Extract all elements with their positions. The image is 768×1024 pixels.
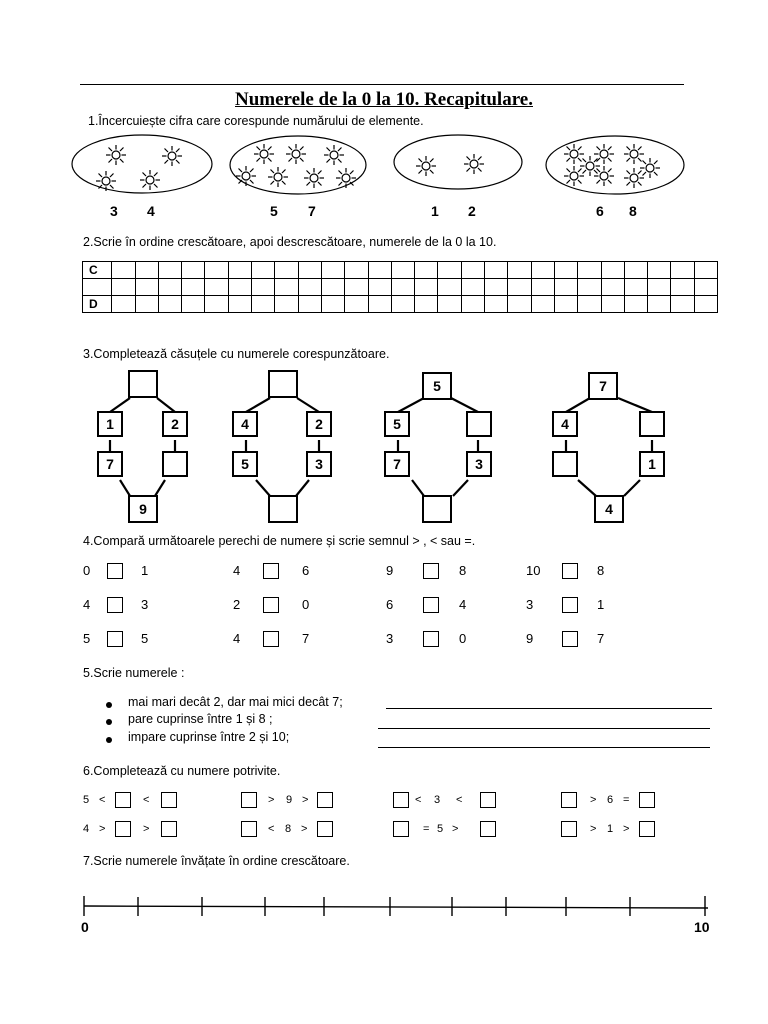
grid-cell[interactable] [275,296,298,313]
grid-cell[interactable] [648,296,671,313]
compare-left-number: 3 [386,631,394,646]
compare-right-number: 3 [141,597,149,612]
figure-3-mid-left-box[interactable]: 5 [384,411,410,437]
compare-sign-box[interactable] [107,563,123,579]
compare-sign-box[interactable] [423,597,439,613]
figure-2-low-right-box[interactable]: 3 [306,451,332,477]
sun-group-2 [230,136,366,194]
grid-cell[interactable] [671,296,694,313]
ex1-option[interactable]: 4 [147,203,155,219]
compare-sign-box[interactable] [423,563,439,579]
grid-cell[interactable] [112,262,135,279]
ex6-answer-box[interactable] [480,821,496,837]
figure-2-top-box[interactable] [268,370,298,398]
grid-cell[interactable] [694,296,717,313]
compare-left-number: 6 [386,597,394,612]
ex6-number: 4 [83,823,90,835]
figure-1-top-box[interactable] [128,370,158,398]
grid-cell[interactable] [531,296,554,313]
ex6-sign: < [99,794,106,806]
page-title: Numerele de la 0 la 10. Recapitulare. [235,89,533,110]
grid-cell[interactable] [391,296,414,313]
ex6-answer-box[interactable] [161,792,177,808]
compare-right-number: 6 [302,563,310,578]
number-line-start: 0 [81,919,89,935]
ex6-answer-box[interactable] [115,792,131,808]
sun-icon [286,144,306,164]
ex6-answer-box[interactable] [161,821,177,837]
sun-icon [564,144,584,164]
grid-cell[interactable] [508,262,531,279]
figure-2-bottom-box[interactable] [268,495,298,523]
sun-icon [236,166,256,186]
grid-cell[interactable] [578,296,601,313]
compare-left-number: 4 [233,563,241,578]
ex6-sign: < [143,794,150,806]
grid-cell[interactable] [601,262,624,279]
grid-cell[interactable] [298,279,321,296]
compare-sign-box[interactable] [263,597,279,613]
grid-cell[interactable] [438,279,461,296]
ex2-instruction: 2.Scrie în ordine crescătoare, apoi descrescătoare, numerele de la 0 la 10. [83,235,497,249]
figure-2-low-left-box[interactable]: 5 [232,451,258,477]
ex6-answer-box[interactable] [317,792,333,808]
grid-cell[interactable] [601,296,624,313]
sun-icon [336,168,356,188]
grid-cell[interactable] [415,296,438,313]
figure-3-low-left-box[interactable]: 7 [384,451,410,477]
grid-cell[interactable] [671,262,694,279]
sun-icon [140,170,160,190]
compare-right-number: 7 [302,631,310,646]
ex5-instruction: 5.Scrie numerele : [83,666,185,680]
grid-cell[interactable] [112,296,135,313]
ex6-number: 5 [83,794,90,806]
ex6-sign: > [99,823,106,835]
grid-cell[interactable] [368,296,391,313]
figure-4-low-left-box[interactable] [552,451,578,477]
ex6-sign: = [623,794,630,806]
compare-right-number: 4 [459,597,467,612]
ex6-answer-box[interactable] [480,792,496,808]
grid-cell[interactable] [135,296,158,313]
figure-4-mid-left-box[interactable]: 4 [552,411,578,437]
sun-group-4 [546,136,684,194]
ex6-sign: > [301,823,308,835]
ex6-number: 9 [286,794,293,806]
grid-cell[interactable] [321,279,344,296]
grid-cell[interactable] [671,279,694,296]
grid-cell[interactable] [182,279,205,296]
compare-right-number: 0 [459,631,467,646]
grid-cell[interactable] [182,296,205,313]
grid-cell[interactable] [531,262,554,279]
ex5-answer-line[interactable] [378,728,710,729]
sun-icon [580,156,600,176]
ex6-number: 8 [285,823,292,835]
grid-cell[interactable] [438,296,461,313]
grid-cell[interactable] [298,296,321,313]
sun-icon [268,167,288,187]
sun-icon [254,144,274,164]
sun-icon [304,168,324,188]
grid-cell[interactable] [228,262,251,279]
figure-1-low-right-box[interactable] [162,451,188,477]
ex6-sign: > [302,794,309,806]
grid-cell[interactable] [252,262,275,279]
grid-cell[interactable] [205,296,228,313]
compare-sign-box[interactable] [562,563,578,579]
grid-cell[interactable] [252,296,275,313]
ex1-option[interactable]: 6 [596,203,604,219]
ex5-answer-line[interactable] [386,708,712,709]
row-label-d: D [83,296,112,313]
grid-cell[interactable] [83,279,112,296]
grid-cell[interactable] [461,279,484,296]
compare-sign-box[interactable] [107,631,123,647]
grid-cell[interactable] [648,262,671,279]
grid-cell[interactable] [112,279,135,296]
sun-icon [106,145,126,165]
compare-left-number: 5 [83,631,91,646]
ex6-sign: < [456,794,463,806]
figure-3-top-box[interactable]: 5 [422,372,452,400]
ex5-item: impare cuprinse între 2 și 10; [128,730,290,744]
grid-cell[interactable] [485,279,508,296]
ex6-sign: > [590,794,597,806]
ex6-number: 1 [607,823,614,835]
grid-cell[interactable] [508,279,531,296]
grid-cell[interactable] [368,279,391,296]
grid-cell[interactable] [624,296,647,313]
compare-left-number: 2 [233,597,241,612]
ex6-number: 6 [607,794,614,806]
bullet-icon [106,702,112,708]
grid-cell[interactable] [531,279,554,296]
grid-cell[interactable] [648,279,671,296]
grid-cell[interactable] [694,262,717,279]
sun-group-3 [394,135,522,189]
grid-cell[interactable] [554,262,577,279]
grid-cell[interactable] [345,279,368,296]
compare-sign-box[interactable] [562,597,578,613]
grid-cell[interactable] [228,279,251,296]
grid-cell[interactable] [694,279,717,296]
grid-cell[interactable] [508,296,531,313]
number-line [0,890,768,930]
ex6-sign: > [452,823,459,835]
ex6-answer-box[interactable] [241,792,257,808]
ex6-sign: > [590,823,597,835]
grid-cell[interactable] [461,296,484,313]
ex7-instruction: 7.Scrie numerele învățate în ordine crescătoare. [83,854,350,868]
figure-4-mid-right-box[interactable] [639,411,665,437]
figure-4-low-right-box[interactable]: 1 [639,451,665,477]
grid-cell[interactable] [135,279,158,296]
row-label-c: C [83,262,112,279]
grid-cell[interactable] [391,262,414,279]
ex6-answer-box[interactable] [393,792,409,808]
grid-cell[interactable] [485,296,508,313]
compare-left-number: 9 [526,631,534,646]
figure-4-top-box[interactable]: 7 [588,372,618,400]
grid-cell[interactable] [158,279,181,296]
grid-cell[interactable] [415,262,438,279]
compare-left-number: 9 [386,563,394,578]
figure-2-mid-left-box[interactable]: 4 [232,411,258,437]
compare-sign-box[interactable] [263,563,279,579]
ex6-sign: > [268,794,275,806]
number-grid [82,261,718,313]
compare-left-number: 0 [83,563,91,578]
ex6-sign: > [623,823,630,835]
grid-cell[interactable] [438,262,461,279]
sun-icon [624,168,644,188]
ex6-answer-box[interactable] [393,821,409,837]
ex1-sun-groups [0,130,768,200]
bullet-icon [106,737,112,743]
grid-cell[interactable] [205,262,228,279]
ex1-option[interactable]: 8 [629,203,637,219]
ex5-item: pare cuprinse între 1 și 8 ; [128,712,273,726]
sun-icon [162,146,182,166]
sun-icon [594,166,614,186]
grid-cell[interactable] [624,262,647,279]
ex5-answer-line[interactable] [378,747,710,748]
compare-left-number: 3 [526,597,534,612]
ex6-answer-box[interactable] [115,821,131,837]
figure-1-low-left-box[interactable]: 7 [97,451,123,477]
grid-cell[interactable] [321,262,344,279]
ex1-option[interactable]: 3 [110,203,118,219]
grid-cell[interactable] [345,262,368,279]
grid-cell[interactable] [601,279,624,296]
grid-cell[interactable] [182,262,205,279]
figure-4-bottom-box[interactable]: 4 [594,495,624,523]
compare-right-number: 1 [597,597,605,612]
ex6-sign: = [423,823,430,835]
compare-sign-box[interactable] [423,631,439,647]
grid-cell[interactable] [158,296,181,313]
grid-cell[interactable] [205,279,228,296]
sun-icon [564,166,584,186]
grid-cell[interactable] [275,262,298,279]
sun-icon [464,154,484,174]
sun-icon [416,156,436,176]
compare-right-number: 5 [141,631,149,646]
grid-cell[interactable] [578,279,601,296]
compare-sign-box[interactable] [562,631,578,647]
grid-cell[interactable] [578,262,601,279]
ex1-option[interactable]: 5 [270,203,278,219]
compare-left-number: 4 [83,597,91,612]
ex6-answer-box[interactable] [639,792,655,808]
ex6-answer-box[interactable] [317,821,333,837]
grid-cell[interactable] [624,279,647,296]
grid-cell[interactable] [321,296,344,313]
grid-cell[interactable] [345,296,368,313]
figure-3-low-right-box[interactable]: 3 [466,451,492,477]
grid-cell[interactable] [554,279,577,296]
ex5-item: mai mari decât 2, dar mai mici decât 7; [128,695,343,709]
grid-cell[interactable] [298,262,321,279]
ex6-sign: < [268,823,275,835]
sun-group-1 [72,135,212,193]
grid-cell[interactable] [461,262,484,279]
grid-cell[interactable] [135,262,158,279]
bullet-icon [106,719,112,725]
ex6-sign: > [143,823,150,835]
sun-icon [594,144,614,164]
ex3-connector-lines [0,370,768,530]
sun-icon [324,145,344,165]
compare-sign-box[interactable] [107,597,123,613]
grid-cell[interactable] [228,296,251,313]
ex6-answer-box[interactable] [241,821,257,837]
compare-right-number: 8 [597,563,605,578]
figure-1-mid-right-box[interactable]: 2 [162,411,188,437]
compare-sign-box[interactable] [263,631,279,647]
ex1-option[interactable]: 7 [308,203,316,219]
grid-cell[interactable] [158,262,181,279]
compare-right-number: 1 [141,563,149,578]
grid-cell[interactable] [252,279,275,296]
grid-cell[interactable] [368,262,391,279]
compare-left-number: 4 [233,631,241,646]
compare-left-number: 10 [526,563,541,578]
ex6-answer-box[interactable] [561,792,577,808]
figure-3-bottom-box[interactable] [422,495,452,523]
figure-1-bottom-box[interactable]: 9 [128,495,158,523]
compare-right-number: 7 [597,631,605,646]
ex6-sign: < [415,794,422,806]
ex6-number: 5 [437,823,444,835]
grid-cell[interactable] [275,279,298,296]
ex6-instruction: 6.Completează cu numere potrivite. [83,764,281,778]
ex4-instruction: 4.Compară următoarele perechi de numere și scrie semnul > , < sau =. [83,534,476,548]
compare-right-number: 0 [302,597,310,612]
sun-icon [624,144,644,164]
grid-cell[interactable] [415,279,438,296]
ex1-option[interactable]: 1 [431,203,439,219]
sun-icon [640,158,660,178]
number-line-end: 10 [694,919,710,935]
ex1-instruction: 1.Încercuiește cifra care corespunde numărului de elemente. [88,114,424,128]
ex6-number: 3 [434,794,441,806]
ex6-answer-box[interactable] [639,821,655,837]
grid-cell[interactable] [554,296,577,313]
sun-icon [96,171,116,191]
figure-3-mid-right-box[interactable] [466,411,492,437]
grid-cell[interactable] [485,262,508,279]
compare-right-number: 8 [459,563,467,578]
grid-cell[interactable] [391,279,414,296]
ex1-option[interactable]: 2 [468,203,476,219]
figure-1-mid-left-box[interactable]: 1 [97,411,123,437]
header-rule [80,84,684,85]
figure-2-mid-right-box[interactable]: 2 [306,411,332,437]
ex3-instruction: 3.Completează căsuțele cu numerele corespunzătoare. [83,347,390,361]
ex6-answer-box[interactable] [561,821,577,837]
